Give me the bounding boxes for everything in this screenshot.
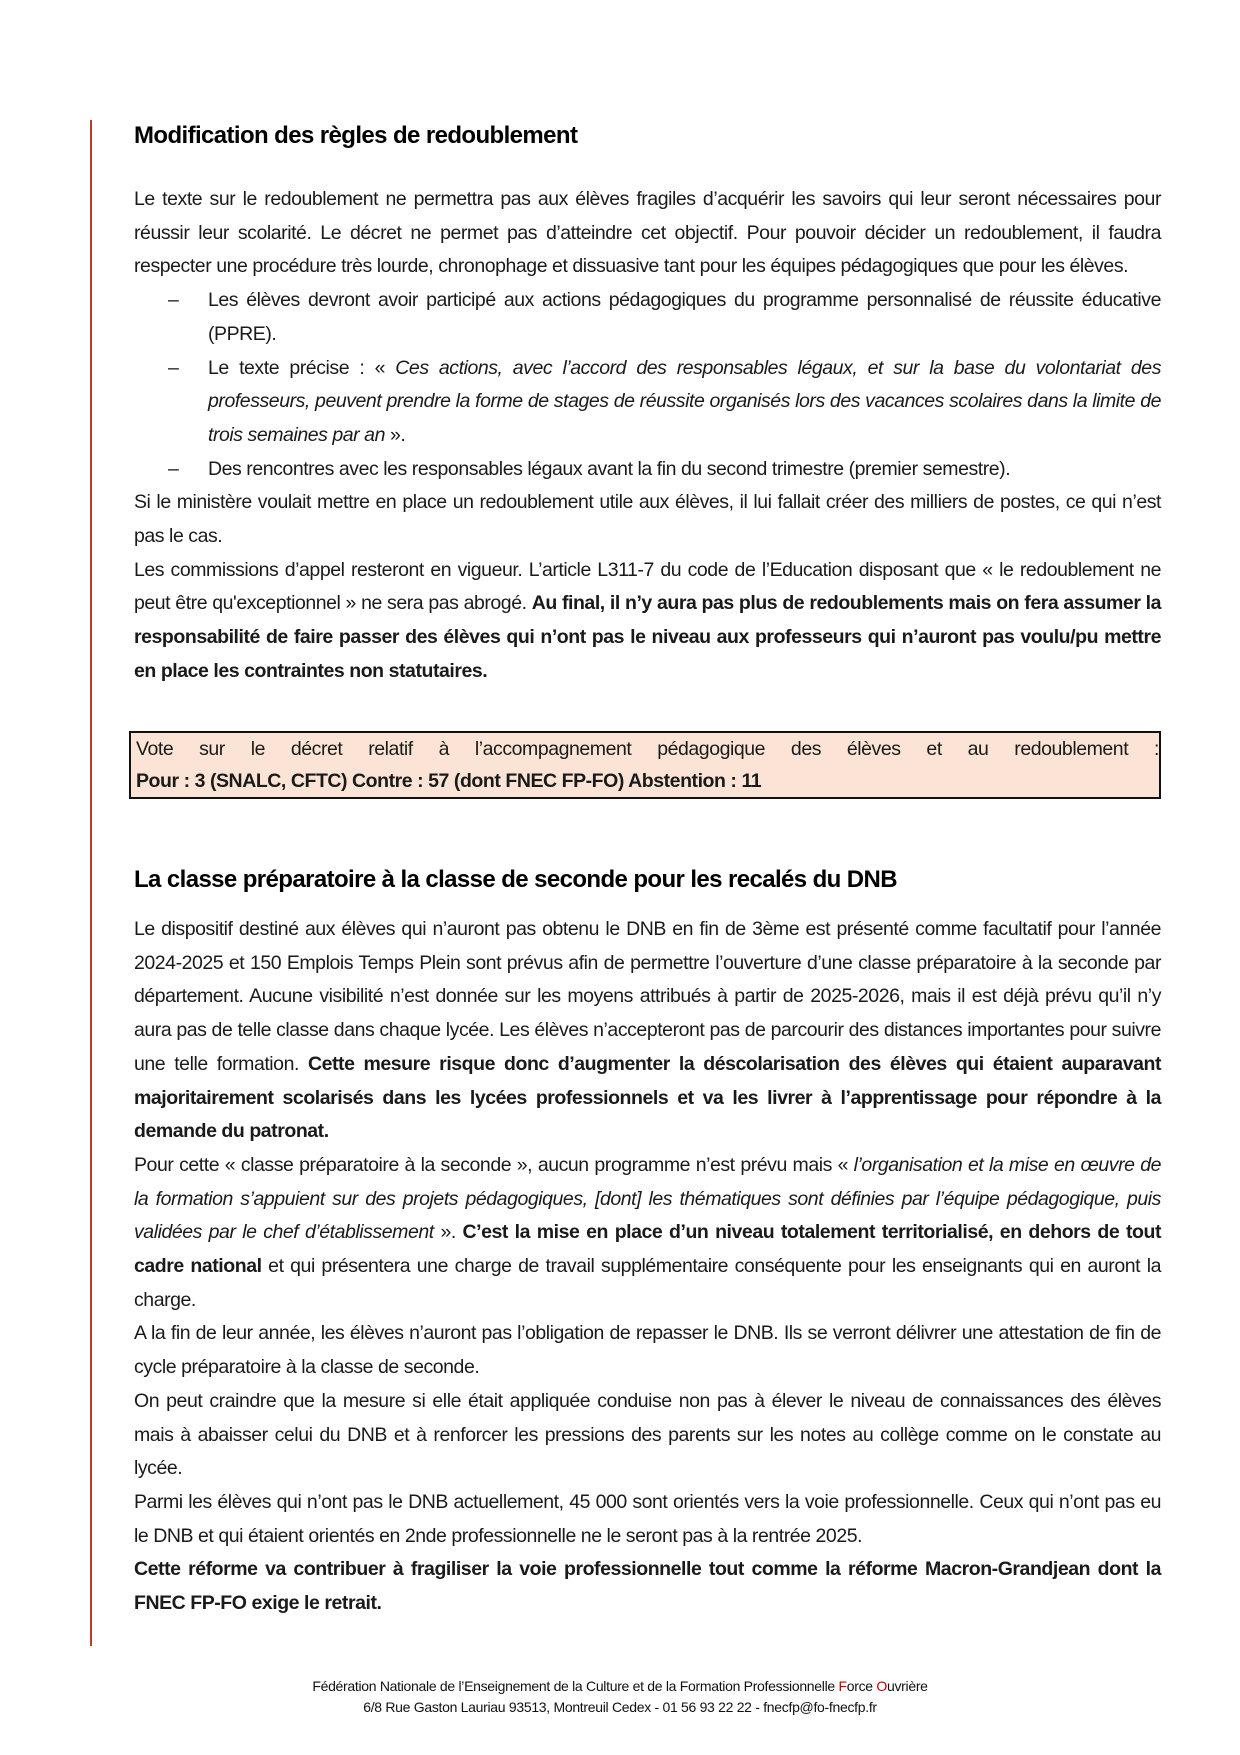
dash-bullet-icon: – <box>168 356 179 379</box>
footer-address: 6/8 Rue Gaston Lauriau 93513, Montreuil Cedex - 01 56 93 22 22 - fnecfp@fo-fnecfp.fr <box>363 1699 877 1715</box>
dash-bullet-icon: – <box>168 289 179 312</box>
paragraph-voie-pro: Parmi les élèves qui n’ont pas le DNB actuellement, 45 000 sont orientés vers la voie professionnelle. Ceux qui n’ont pas eu le DNB et qui étaient orientés en 2nde professionnelle ne le seront pas à la rentrée 2025. <box>134 1490 1161 1547</box>
paragraph-intro: Le texte sur le redoublement ne permettra pas aux élèves fragiles d’acquérir les savoirs qui leur seront nécessaires pour réussir leur scolarité. Le décret ne permet pas d’atteindre cet objectif. Pour pouvoir décider un redoublement, il faudra respecter une procédure très lourde, chronophage et dissuasive tant pour les équipes pédagogiques que pour les élèves. <box>134 188 1161 278</box>
dash-bullet-icon: – <box>168 457 179 480</box>
requirements-list <box>134 284 1161 486</box>
section-redoublement-body <box>134 183 1161 689</box>
paragraph-niveau: On peut craindre que la mesure si elle était appliquée conduise non pas à élever le niveau de connaissances des élèves mais à abaisser celui du DNB et à renforcer les pressions des parents sur les notes au collège comme on le constate au lycée. <box>134 1389 1161 1480</box>
emphasis-territorialise: C’est la mise en place d’un niveau totalement territorialisé, en dehors de tout cadre national <box>134 1221 1161 1278</box>
footer-organization: Fédération Nationale de l’Enseignement de la Culture et de la Formation Professionnelle Force Ouvrière <box>312 1678 928 1694</box>
page-footer <box>0 1676 1240 1718</box>
paragraph-dispositif: Le dispositif destiné aux élèves qui n’auront pas obtenu le DNB en fin de 3ème est présenté comme facultatif pour l’année 2024-2025 et 150 Emplois Temps Plein sont prévus afin de permettre l’ouverture d’une classe préparatoire à la seconde par département. Aucune visibilité n’est donnée sur les moyens attribués à partir de 2025-2026, mais il est déjà prévu qu’il n’y aura pas de telle classe dans chaque lycée. Les élèves n’accepteront pas de parcourir des distances importantes pour suivre une telle formation. Cette mesure risque donc d’augmenter la déscolarisation des élèves qui étaient auparavant majoritairement scolarisés dans les lycées professionnels et va les livrer à l’apprentissage pour répondre à la demande du patronat. <box>134 918 1161 1143</box>
list-item: – Les élèves devront avoir participé aux actions pédagogiques du programme personnalisé de réussite éducative (PPRE). <box>134 284 1161 351</box>
vote-counts: Pour : 3 (SNALC, CFTC) Contre : 57 (dont FNEC FP-FO) Abstention : 11 <box>136 770 762 792</box>
quote-text: Ces actions, avec l’accord des responsables légaux, et sur la base du volontariat des professeurs, peuvent prendre la forme de stages de réussite organisés lors des vacances scolaires dans la limite de trois semaines par an <box>208 356 1162 446</box>
vote-title: Vote sur le décret relatif à l’accompagnement pédagogique des élèves et au redoublement : <box>136 738 1159 760</box>
section-title-classe-preparatoire: La classe préparatoire à la classe de seconde pour les recalés du DNB <box>134 866 897 893</box>
section-title-redoublement: Modification des règles de redoublement <box>134 122 578 149</box>
list-item: – Des rencontres avec les responsables légaux avant la fin du second trimestre (premier semestre). <box>134 453 1161 487</box>
paragraph-conclusion: Cette réforme va contribuer à fragiliser la voie professionnelle tout comme la réforme Macron-Grandjean dont la FNEC FP-FO exige le retrait. <box>134 1558 1161 1615</box>
section-classe-preparatoire-body <box>134 913 1161 1621</box>
paragraph-attestation: A la fin de leur année, les élèves n’auront pas l’obligation de repasser le DNB. Ils se verront délivrer une attestation de fin de cycle préparatoire à la classe de seconde. <box>134 1322 1161 1379</box>
list-item: – Le texte précise : « Ces actions, avec l’accord des responsables légaux, et sur la base du volontariat des professeurs, peuvent prendre la forme de stages de réussite organisés lors des vacances scolaires dans la limite de trois semaines par an ». <box>134 352 1161 453</box>
paragraph-programme: Pour cette « classe préparatoire à la seconde », aucun programme n’est prévu mais « l’organisation et la mise en œuvre de la formation s’appuient sur des projets pédagogiques, [dont] les thématiques sont définies par l’équipe pédagogique, puis validées par le chef d’établissement ». C’est la mise en place d’un niveau totalement territorialisé, en dehors de tout cadre national et qui présentera une charge de travail supplémentaire conséquente pour les enseignants qui en auront la charge. <box>134 1153 1162 1311</box>
vote-result-box <box>129 731 1161 799</box>
emphasis-descolarisation: Cette mesure risque donc d’augmenter la déscolarisation des élèves qui étaient auparavant majoritairement scolarisés dans les lycées professionnels et va les livrer à l’apprentissage pour répondre à la demande du patronat. <box>134 1052 1161 1143</box>
emphasis-conclusion: Au final, il n’y aura pas plus de redoublements mais on fera assumer la responsabilité de faire passer des élèves qui n’ont pas le niveau aux professeurs qui n’auront pas voulu/pu mettre en place les contraintes non statutaires. <box>134 592 1161 682</box>
paragraph-postes: Si le ministère voulait mettre en place un redoublement utile aux élèves, il lui fallait créer des milliers de postes, ce qui n’est pas le cas. <box>134 491 1161 548</box>
quote-text: l’organisation et la mise en œuvre de la formation s’appuient sur des projets pédagogiques, [dont] les thématiques sont définies par l’équipe pédagogique, puis validées par le chef d’établissement <box>134 1153 1161 1244</box>
margin-rule <box>90 120 92 1646</box>
paragraph-commissions: Les commissions d’appel resteront en vigueur. L’article L311-7 du code de l’Education disposant que « le redoublement ne peut être qu'exceptionnel » ne sera pas abrogé. Au final, il n’y aura pas plus de redoublements mais on fera assumer la responsabilité de faire passer des élèves qui n’ont pas le niveau aux professeurs qui n’auront pas voulu/pu mettre en place les contraintes non statutaires. <box>134 558 1161 682</box>
